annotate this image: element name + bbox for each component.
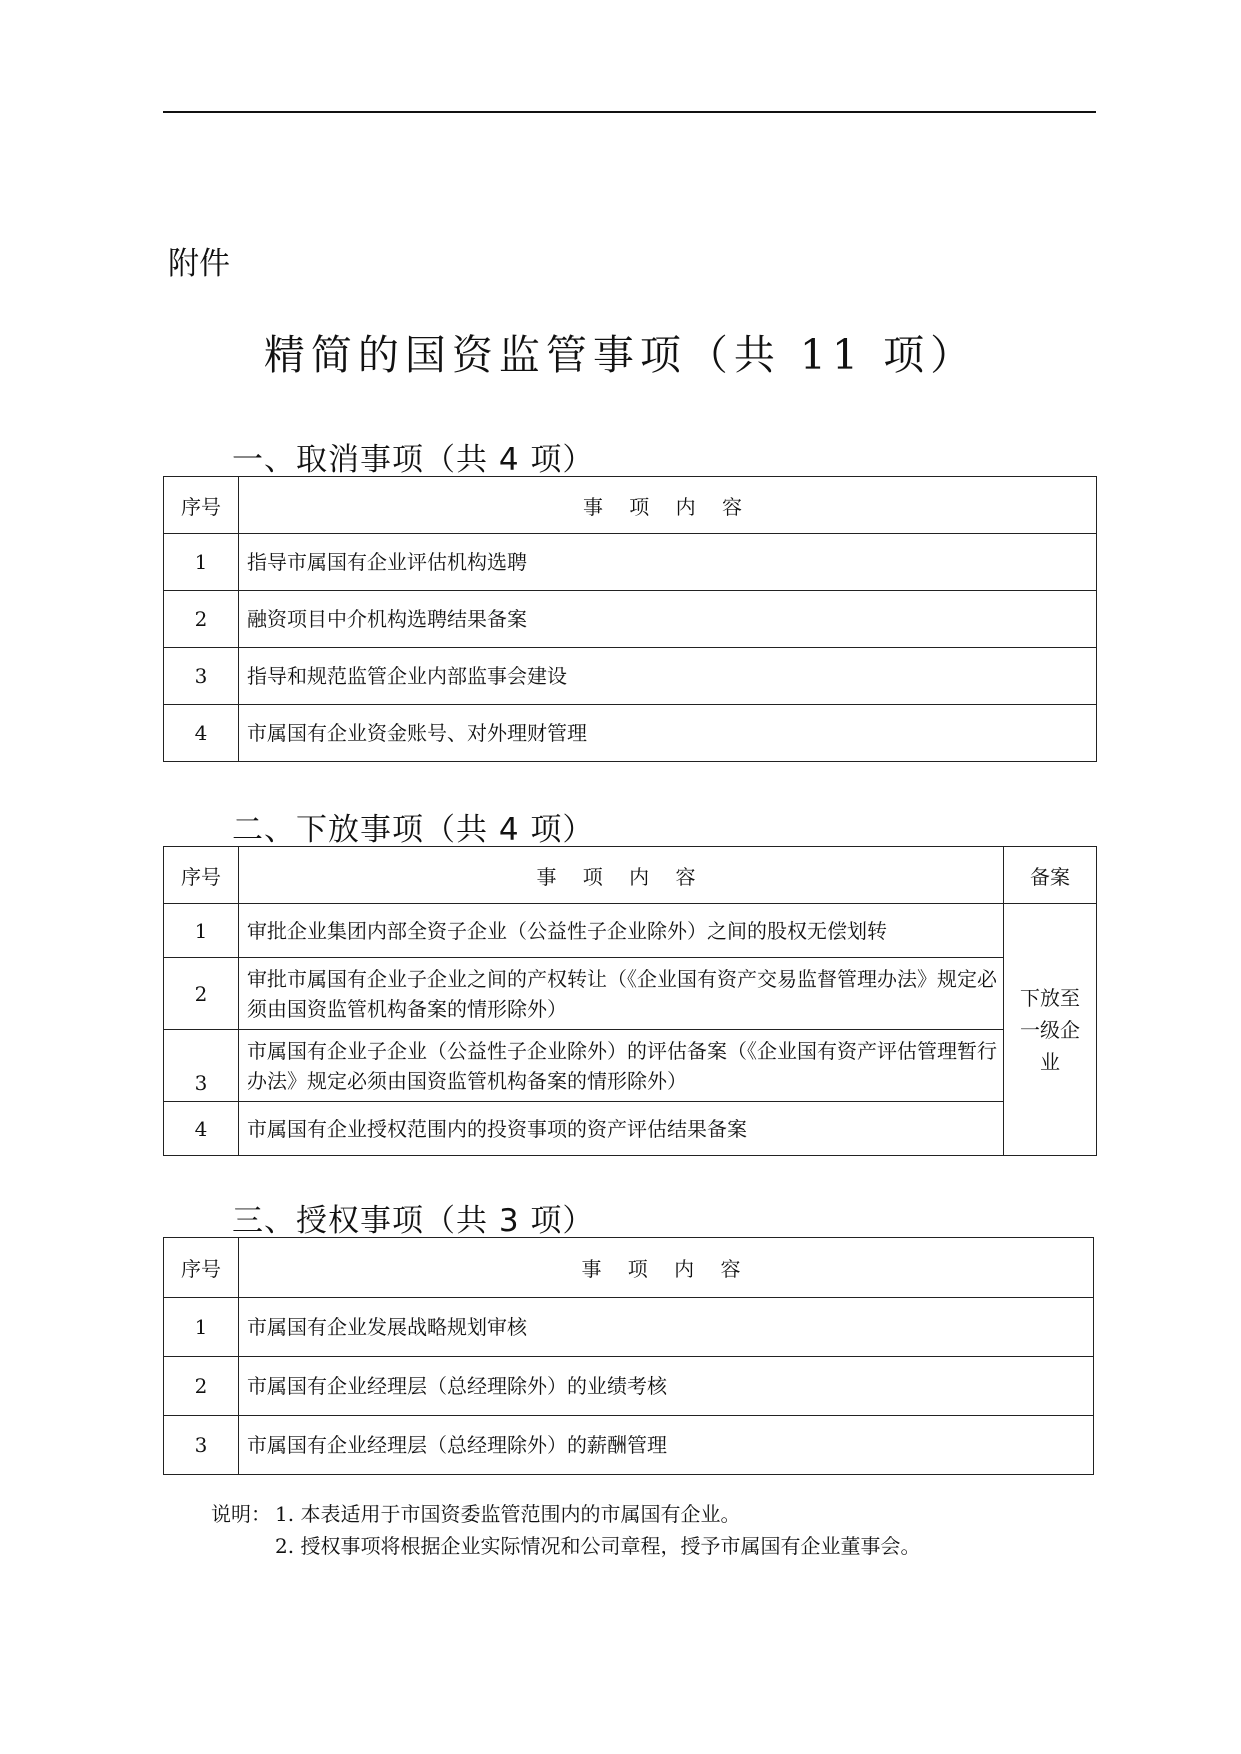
row-no: 3 [164,1416,239,1475]
row-no: 2 [164,958,239,1030]
header-no: 序号 [164,847,239,904]
table-header-row [164,847,1097,904]
header-content: 事 项 内 容 [239,847,1004,904]
note-item: 2. 授权事项将根据企业实际情况和公司章程，授予市属国有企业董事会。 [275,1534,921,1558]
row-no: 4 [164,1102,239,1156]
row-content: 市属国有企业子企业（公益性子企业除外）的评估备案（《企业国有资产评估管理暂行办法》规定必须由国资监管机构备案的情形除外） [239,1030,1004,1102]
table-cancel [163,476,1097,762]
header-rule [163,111,1096,113]
page-title: 精简的国资监管事项（共 11 项） [263,331,978,379]
attachment-label: 附件 [168,246,230,282]
section-heading-delegate: 二、下放事项（共 4 项） [232,812,595,848]
section-heading-authorize: 三、授权事项（共 3 项） [232,1203,595,1239]
row-content: 市属国有企业发展战略规划审核 [239,1298,1094,1357]
table-delegate [163,846,1097,1156]
table-row [164,1357,1094,1416]
filing-note: 下放至一级企业 [1020,985,1080,1074]
merged-filing-cell [1004,904,1097,1156]
row-no: 3 [164,648,239,705]
table-row [164,534,1097,591]
header-content: 事 项 内 容 [239,1238,1094,1298]
header-filing: 备案 [1004,847,1097,904]
table-header-row [164,477,1097,534]
row-no: 2 [164,1357,239,1416]
table-row [164,648,1097,705]
row-content: 市属国有企业授权范围内的投资事项的资产评估结果备案 [239,1102,1004,1156]
row-content: 审批企业集团内部全资子企业（公益性子企业除外）之间的股权无偿划转 [239,904,1004,958]
table-row [164,1416,1094,1475]
table-header-row [164,1238,1094,1298]
header-content: 事 项 内 容 [239,477,1097,534]
section-heading-cancel: 一、取消事项（共 4 项） [232,442,595,478]
row-content: 指导和规范监管企业内部监事会建设 [239,648,1097,705]
row-content: 指导市属国有企业评估机构选聘 [239,534,1097,591]
table-row [164,1102,1097,1156]
row-content: 融资项目中介机构选聘结果备案 [239,591,1097,648]
row-no: 1 [164,904,239,958]
row-content: 市属国有企业经理层（总经理除外）的薪酬管理 [239,1416,1094,1475]
row-content: 审批市属国有企业子企业之间的产权转让（《企业国有资产交易监督管理办法》规定必须由国资监管机构备案的情形除外） [239,958,1004,1030]
notes-label: 说明： [211,1502,271,1526]
table-row [164,958,1097,1030]
table-row [164,705,1097,762]
table-row [164,1030,1097,1102]
table-row [164,1298,1094,1357]
table-authorize [163,1237,1094,1475]
table-row [164,591,1097,648]
row-content: 市属国有企业经理层（总经理除外）的业绩考核 [239,1357,1094,1416]
row-no: 2 [164,591,239,648]
row-no: 1 [164,1298,239,1357]
row-no: 1 [164,534,239,591]
note-item: 1. 本表适用于市国资委监管范围内的市属国有企业。 [275,1502,741,1526]
table-row [164,904,1097,958]
row-no: 3 [164,1030,239,1102]
header-no: 序号 [164,1238,239,1298]
row-content: 市属国有企业资金账号、对外理财管理 [239,705,1097,762]
header-no: 序号 [164,477,239,534]
row-no: 4 [164,705,239,762]
